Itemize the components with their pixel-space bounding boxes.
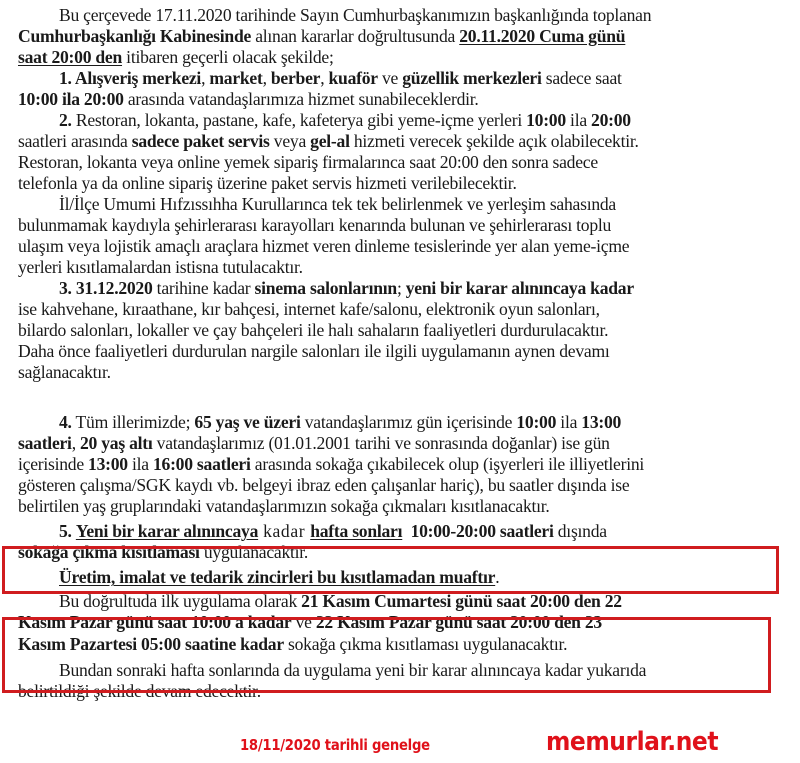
item-3-line-1: 3. 31.12.2020 tarihine kadar sinema salonlarının; yeni bir karar alınıncaya kadar <box>59 278 634 298</box>
item-5-line-1: 5. Yeni bir karar alınıncaya kadar hafta sonları 10:00-20:00 saatleri dışında <box>59 521 607 541</box>
memurlar-watermark: memurlar.net <box>546 727 719 757</box>
item-1-line-1: 1. Alışveriş merkezi, market, berber, kuaför ve güzellik merkezleri sadece saat <box>59 68 622 88</box>
intro-paragraph <box>18 5 778 68</box>
first-application-paragraph <box>18 591 778 656</box>
item-4-line-4: gösteren çalışma/SGK kaydı vb. belgeyi ibraz eden çalışanlar hariç), bu saatler dışında ise <box>18 475 630 495</box>
exception-line-1: İl/İlçe Umumi Hıfzıssıhha Kurullarınca tek tek belirlenmek ve yerleşim sahasında <box>59 194 616 214</box>
item-3-line-4: Daha önce faaliyetleri durdurulan nargile salonları ile ilgili uygulamanın aynen devamı <box>18 341 610 361</box>
item-3-line-2: ise kahvehane, kıraathane, kır bahçesi, internet kafe/salonu, elektronik oyun salonları, <box>18 299 600 319</box>
intro-line-2: Cumhurbaşkanlığı Kabinesinde alınan kararlar doğrultusunda 20.11.2020 Cuma günü <box>18 26 626 46</box>
circular-date-caption: 18/11/2020 tarihli genelge <box>240 736 430 754</box>
exemption-line: Üretim, imalat ve tedarik zincirleri bu kısıtlamadan muaftır. <box>59 567 500 587</box>
item-2-line-2: saatleri arasında sadece paket servis veya gel-al hizmeti verecek şekilde açık olabilecektir. <box>18 131 639 151</box>
item-4-line-3: içerisinde 13:00 ila 16:00 saatleri arasında sokağa çıkabilecek olup (işyerleri ile illiyetlerini <box>18 454 645 474</box>
item-1-line-2: 10:00 ila 20:00 arasında vatandaşlarımıza hizmet sunabileceklerdir. <box>18 89 479 109</box>
paragraph-spacer <box>18 383 778 412</box>
item-4-line-5: belirtilen yaş gruplarındaki vatandaşlarımızın sokağa çıkmaları kısıtlanacaktır. <box>18 496 550 516</box>
item-2-restaurants <box>18 110 778 194</box>
circular-document <box>18 0 778 702</box>
item-4-line-2: saatleri, 20 yaş altı vatandaşlarımız (01.01.2001 tarihi ve sonrasında doğanlar) ise gün <box>18 433 610 453</box>
item-5-line-2: sokağa çıkma kısıtlaması uygulanacaktır. <box>18 542 309 562</box>
exception-line-3: ulaşım veya lojistik amaçlı araçlara hizmet veren dinleme tesislerinde yer alan yeme-içme <box>18 236 630 256</box>
intro-line-1: Bu çerçevede 17.11.2020 tarihinde Sayın Cumhurbaşkanımızın başkanlığında toplanan <box>59 5 652 25</box>
exception-line-4: yerleri kısıtlamalardan istisna tutulacaktır. <box>18 257 303 277</box>
closing-line-2: belirtildiği şekilde devam edecektir. <box>18 681 261 701</box>
item-3-line-5: sağlanacaktır. <box>18 362 111 382</box>
closing-line-1: Bundan sonraki hafta sonlarında da uygulama yeni bir karar alınıncaya kadar yukarıda <box>59 660 647 680</box>
first-application-line-1: Bu doğrultuda ilk uygulama olarak 21 Kasım Cumartesi günü saat 20:00 den 22 <box>59 591 622 611</box>
intro-line-3: saat 20:00 den itibaren geçerli olacak şekilde; <box>18 47 334 67</box>
exemption-note <box>18 567 778 588</box>
closing-paragraph <box>18 660 778 702</box>
item-2-line-4: telefonla ya da online sipariş üzerine paket servis hizmeti verilebilecektir. <box>18 173 517 193</box>
item-1-shopping-centers <box>18 68 778 110</box>
first-application-line-2: Kasım Pazar günü saat 10:00 a kadar ve 22 Kasım Pazar günü saat 20:00 den 23 <box>18 612 602 632</box>
item-4-line-1: 4. Tüm illerimizde; 65 yaş ve üzeri vatandaşlarımız gün içerisinde 10:00 ila 13:00 <box>59 412 622 432</box>
first-application-line-3: Kasım Pazartesi 05:00 saatine kadar sokağa çıkma kısıtlaması uygulanacaktır. <box>18 634 568 654</box>
item-5-weekend-curfew <box>18 521 778 563</box>
item-4-age-groups <box>18 412 778 517</box>
item-2-line-1: 2. Restoran, lokanta, pastane, kafe, kafeterya gibi yeme-içme yerleri 10:00 ila 20:00 <box>59 110 631 130</box>
exception-paragraph <box>18 194 778 278</box>
item-3-cinemas <box>18 278 778 383</box>
item-2-line-3: Restoran, lokanta veya online yemek sipariş firmalarınca saat 20:00 den sonra sadece <box>18 152 598 172</box>
exception-line-2: bulunmamak kaydıyla şehirlerarası karayolları kenarında bulunan ve şehirlerarası toplu <box>18 215 612 235</box>
item-3-line-3: bilardo salonları, lokaller ve çay bahçeleri ile halı sahaların faaliyetleri durdurulacaktır. <box>18 320 609 340</box>
